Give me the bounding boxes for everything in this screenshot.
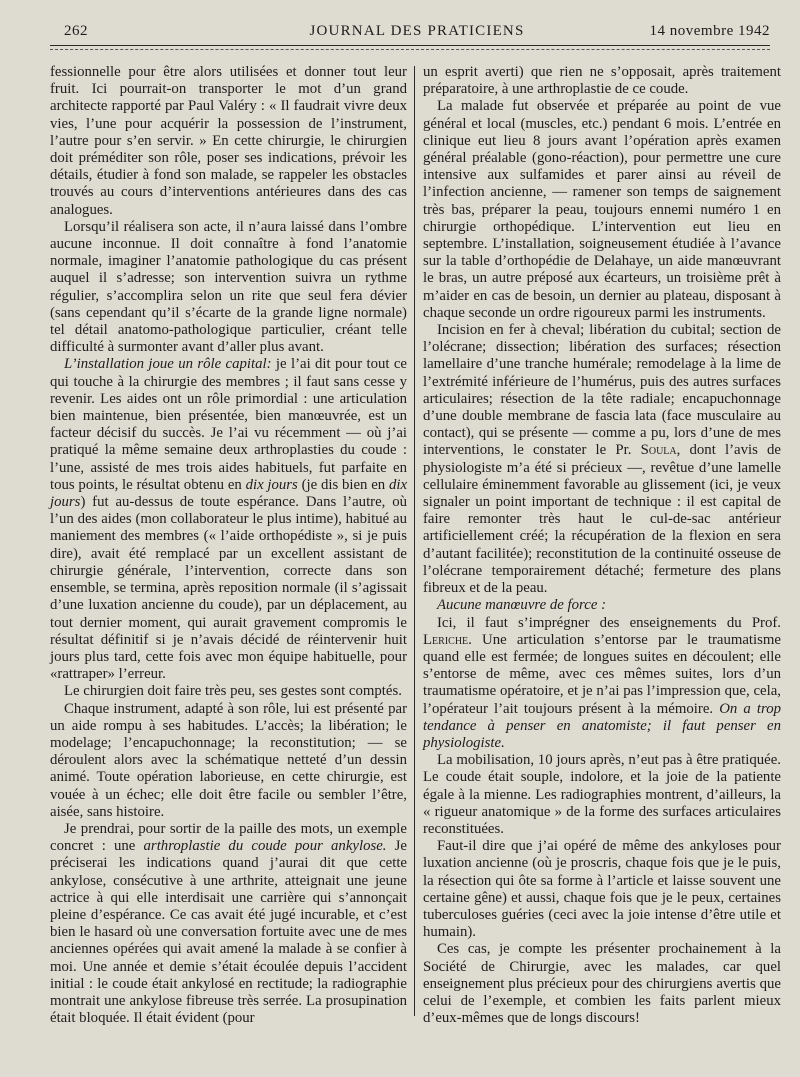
paragraph: Faut-il dire que j’ai opéré de même des ankyloses pour luxation ancienne (où je proscris, chaque fois que je le puis, la résection qui ôte sa forme à l’article et laisse souvent une certaine gêne) et aussi, chaque fois que je le peux, certaines tuberculoses guéries (ceci avec la joie intense d’être utile et humain). <box>423 838 781 941</box>
paragraph: La malade fut observée et préparée au point de vue général et local (muscles, etc.) pendant 6 mois. L’entrée en clinique eut lieu 8 jours avant l’opération après examen général préalable (gono-réaction), pour permettre une cure intensive aux sulfamides et parer ainsi au réveil de l’infection ancienne, — ramener son temps de saignement très bas, préparer la peau, toujours ennemi numéro 1 en chirurgie orthopédique. L’intervention eut lieu en septembre. L’installation, soigneusement étudiée à l’avance sur la table d’orthopédie de Delahaye, un aide manœuvrant le bras, un autre préposé aux écarteurs, un troisième prêt à m’aider en cas de besoin, un dernier au plateau, disposant à chaque seconde un ordre rigoureux parmi les instruments. <box>423 98 781 321</box>
page-number: 262 <box>64 23 88 39</box>
section-lead: Aucune manœuvre de force : <box>437 597 607 614</box>
paragraph: Je prendrai, pour sortir de la paille des mots, un exemple concret : une arthroplastie du coude pour ankylose. Je préciserai les indications quand j’aurai dit que cette ankylose, consécutive à une arthrite, atteignait une jeune actrice à qui elle interdisait une carrière qui s’annonçait pleine d’espérance. Ce cas avait été jugé incurable, et c’est bien le hasard où une conversation fortuite avec une de mes anciennes opérées qui avait amené la malade à se confier à moi. Une année et demie s’était écoulée depuis l’accident initial : le coude était ankylosé en rectitude; la radiographie montrait une ankylose fibreuse très serrée. La prosupination était bloquée. Il était évident (pour <box>50 820 407 1027</box>
paragraph: Ces cas, je compte les présenter prochainement à la Société de Chirurgie, avec les malades, car quel enseignement plus précieux pour des chirurgiens avertis que celui de l’exemple, et combien les faits parlent mieux d’eux-mêmes que de longs discours! <box>423 941 781 1027</box>
page-header <box>64 20 770 44</box>
paragraph: fessionnelle pour être alors utilisées et donner tout leur fruit. Ici pourrait-on transporter le mot d’un grand architecte rapporté par Paul Valéry : « Il faudrait vivre deux vies, l’une pour acquérir la possession de l’instrument, l’autre pour s’en servir. » En cette chirurgie, le chirurgien doit préméditer son rôle, poser ses indications, prévoir les détails, étudier à fond son malade, se rappeler les obstacles trouvés au cours d’interventions antérieures dans des cas analogues. <box>50 64 407 218</box>
journal-title: JOURNAL DES PRATICIENS <box>309 23 525 39</box>
italic-lead: L’installation joue un rôle capital: <box>64 356 272 373</box>
paragraph: Ici, il faut s’imprégner des enseignements du Prof. Leriche. Une articulation s’entorse par le traumatisme quand elle est fermée; de longues suites en découlent; elle s’entorse de même, avec ces mêmes suites, lors d’un traumatisme opératoire, et je n’ai pas l’impression que, cela, l’opérateur l’ait toujours présent à la mémoire. On a trop tendance à penser en anatomiste; il faut penser en physiologiste. <box>423 614 781 751</box>
issue-date: 14 novembre 1942 <box>649 23 770 39</box>
paragraph: La mobilisation, 10 jours après, n’eut pas à être pratiquée. Le coude était souple, indolore, et la joie de la patiente égale à la mienne. Les radiographies montrent, d’ailleurs, la « rigueur anatomique » de la forme des surfaces articulaires reconstituées. <box>423 752 781 837</box>
paragraph: Lorsqu’il réalisera son acte, il n’aura laissé dans l’ombre aucune inconnue. Il doit connaître à fond l’anatomie normale, imaginer l’anatomie pathologique du cas présent auquel il s’adresse; son intervention suivra un rythme régulier, s’accomplira selon un rite que seul fera dévier (sans cependant qu’il s’écarte de la grande ligne normale) tel détail anatomo-pathologique particulier, créant telle difficulté à surmonter avant d’aller plus avant. <box>50 218 407 356</box>
header-rule <box>50 45 770 46</box>
column-divider <box>414 66 415 1016</box>
paragraph: Le chirurgien doit faire très peu, ses gestes sont comptés. <box>64 683 402 700</box>
header-rule-dashed <box>50 49 770 50</box>
paragraph: Chaque instrument, adapté à son rôle, lui est présenté par un aide rompu à ses habitudes. L’accès; la libération; le modelage; l’encapuchonnage; la reconstitution; — se déroulent alors avec la schématique netteté d’un dessin animé. Toute opération laborieuse, en cette chirurgie, est vouée à un échec; elle doit être facile ou sembler l’être, aisée, sans histoire. <box>50 700 407 820</box>
author-name: Leriche <box>423 631 469 648</box>
author-name: Soula <box>640 442 677 459</box>
paragraph: un esprit averti) que rien ne s’opposait, après traitement préparatoire, à une arthroplastie de ce coude. <box>423 64 781 98</box>
right-column <box>423 64 781 1027</box>
paragraph: L’installation joue un rôle capital: je l’ai dit pour tout ce qui touche à la chirurgie des membres ; il faut sans cesse y revenir. Les aides ont un rôle primordial : une articulation bien maintenue, bien présentée, bien manœuvrée, est un facteur décisif du succès. Je l’ai vu récemment — où j’ai pratiqué la même semaine deux arthroplasties du coude : l’une, assisté de mes trois aides habituels, fut parfaite en tous points, le résultat obtenu en dix jours (je dis bien en dix jours) fut au-dessus de toute espérance. Dans l’autre, où l’un des aides (mon collaborateur le plus intime), habitué au maniement des membres (« l’aide orthopédiste », si je puis dire), avait été remplacé par un excellent assistant de chirurgie générale, l’intervention, correcte dans son ensemble, se termina, après reposition normale (il s’agissait d’une luxation ancienne du coude), par un déplacement, au tout dernier moment, qui aurait gravement compromis le résultat définitif si je n’avais décidé de réintervenir huit jours plus tard, cette fois avec mon équipe habituelle, pour «rattraper» l’erreur. <box>50 356 408 683</box>
left-column <box>50 64 407 1027</box>
paragraph: Incision en fer à cheval; libération du cubital; section de l’olécrane; dissection; libération des surfaces; résection lamellaire d’une tranche humérale; remodelage à la lime de l’extrémité inférieure de l’humérus, puis des autres surfaces articulaires; résection de la tête radiale; encapuchonnage d’une double membrane de fascia lata (face musculaire au contact), qui se présente — comme a pu, lors d’une de mes interventions, le constater le Pr. Soula, dont l’avis de physiologiste m’a été si précieux —, revêtue d’une lamelle cellulaire éminemment favorable au glissement (ici, je veux signaler un point important de technique : il est capital de faire remonter très haut le cul-de-sac antérieur artificiellement créé; la récupération de la flexion en sera d’autant facilitée); reconstitution de la continuité osseuse de l’olécrane temporairement détaché; fermeture des plans fibreux et de la peau. <box>423 322 781 597</box>
